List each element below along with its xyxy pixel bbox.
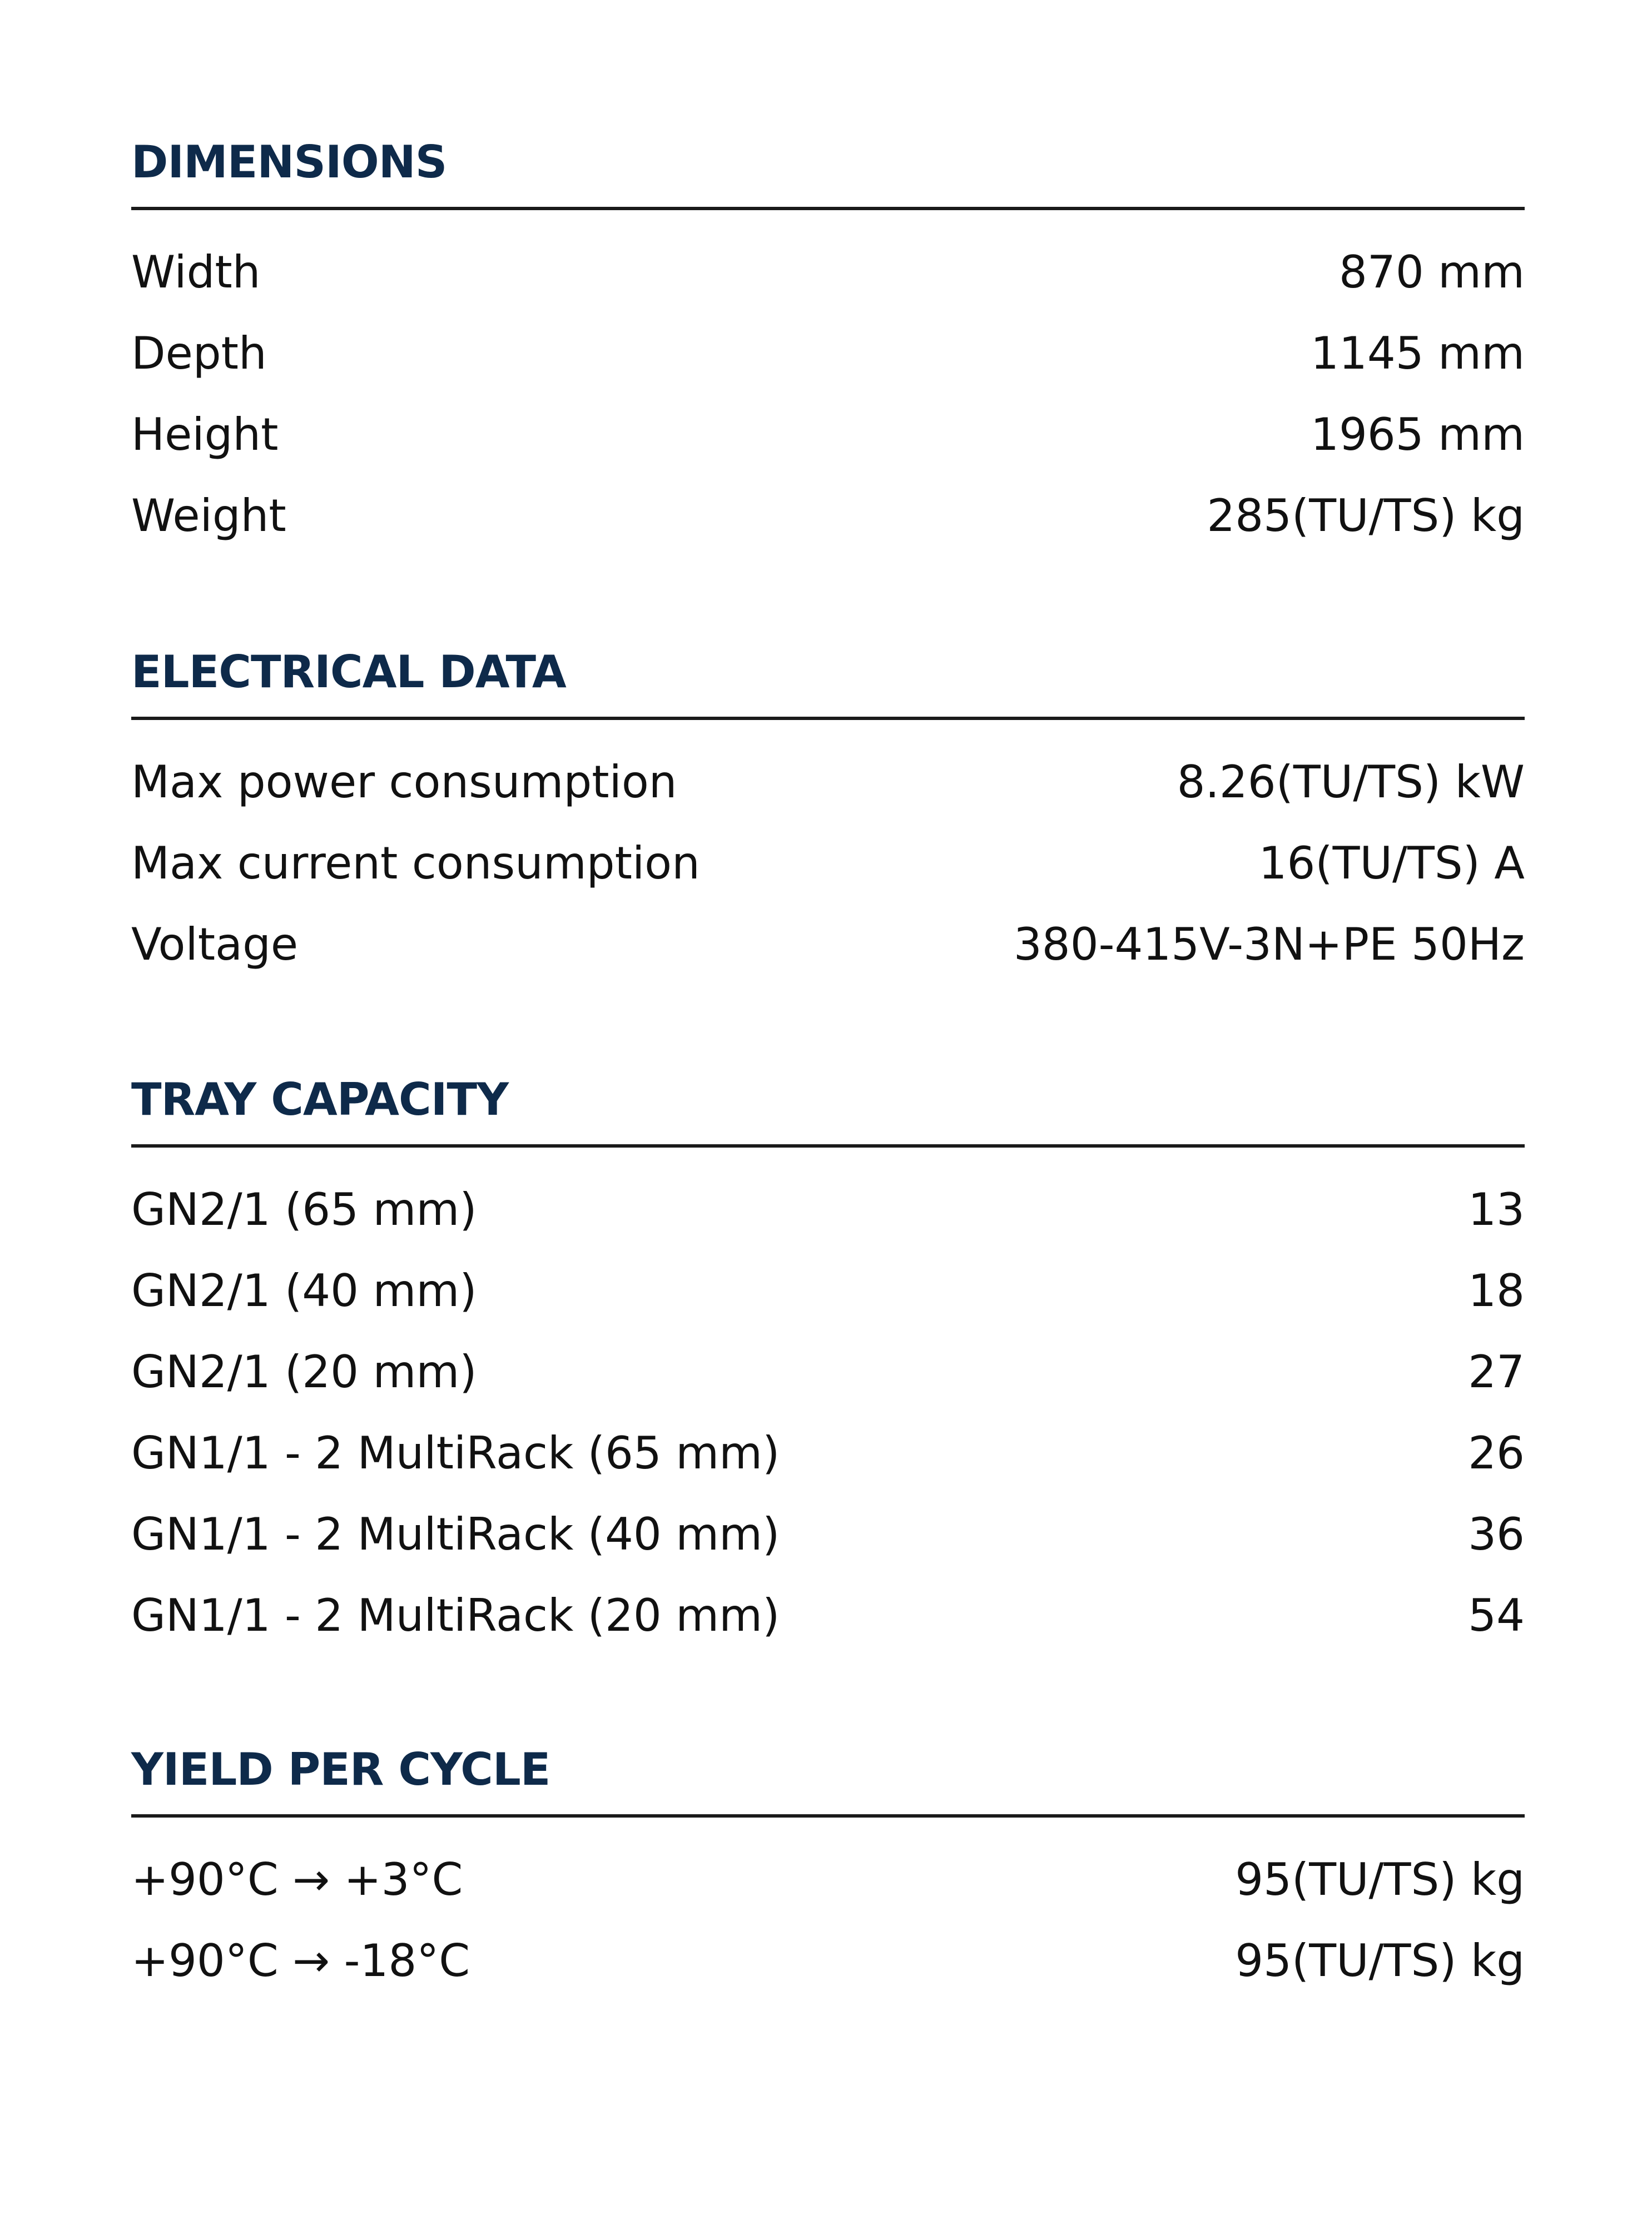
spec-value: 27	[1468, 1346, 1525, 1398]
spec-value: 380-415V-3N+PE 50Hz	[1013, 918, 1525, 970]
tray-title: TRAY CAPACITY	[131, 1074, 509, 1125]
spec-row-tray	[131, 1331, 1525, 1412]
spec-row-tray	[131, 1493, 1525, 1575]
spec-label: GN2/1 (65 mm)	[131, 1183, 477, 1235]
spec-row-voltage	[131, 904, 1525, 985]
yield-rows	[131, 1818, 1525, 2001]
spec-label: GN2/1 (20 mm)	[131, 1346, 477, 1398]
spec-row-tray	[131, 1575, 1525, 1656]
spec-value: 26	[1468, 1427, 1525, 1479]
spec-row-max-power	[131, 741, 1525, 822]
spec-label: GN2/1 (40 mm)	[131, 1264, 477, 1317]
spec-value: 16(TU/TS) A	[1258, 837, 1525, 889]
spec-value: 36	[1468, 1508, 1525, 1560]
spec-label: +90°C → -18°C	[131, 1934, 470, 1987]
electrical-title: ELECTRICAL DATA	[131, 646, 566, 698]
spec-value: 8.26(TU/TS) kW	[1177, 756, 1525, 808]
spec-value: 870 mm	[1339, 246, 1525, 298]
spec-row-tray	[131, 1250, 1525, 1331]
spec-value: 1965 mm	[1311, 408, 1525, 460]
dimensions-rows	[131, 210, 1525, 556]
spec-label: Max current consumption	[131, 837, 700, 889]
spec-row-tray	[131, 1169, 1525, 1250]
spec-value: 1145 mm	[1311, 327, 1525, 379]
spec-value: 285(TU/TS) kg	[1207, 489, 1525, 542]
spec-value: 95(TU/TS) kg	[1235, 1853, 1525, 1905]
spec-label: Depth	[131, 327, 267, 379]
spec-label: +90°C → +3°C	[131, 1853, 463, 1905]
yield-title: YIELD PER CYCLE	[131, 1744, 550, 1795]
spec-label: Height	[131, 408, 279, 460]
spec-row-height	[131, 394, 1525, 475]
spec-label: Max power consumption	[131, 756, 677, 808]
spec-value: 13	[1468, 1183, 1525, 1235]
yield-section	[131, 1725, 1525, 2001]
spec-row-tray	[131, 1412, 1525, 1493]
spec-value: 18	[1468, 1264, 1525, 1317]
spec-label: GN1/1 - 2 MultiRack (40 mm)	[131, 1508, 780, 1560]
spec-value: 95(TU/TS) kg	[1235, 1934, 1525, 1987]
spec-row-max-current	[131, 822, 1525, 904]
spec-row-yield-chill	[131, 1839, 1525, 1920]
spec-row-weight	[131, 475, 1525, 556]
tray-rows	[131, 1148, 1525, 1656]
spec-row-width	[131, 231, 1525, 312]
tray-section	[131, 1055, 1525, 1656]
spec-row-yield-freeze	[131, 1920, 1525, 2001]
spec-label: Width	[131, 246, 261, 298]
dimensions-section	[131, 118, 1525, 556]
spec-label: GN1/1 - 2 MultiRack (65 mm)	[131, 1427, 780, 1479]
spec-label: Weight	[131, 489, 286, 542]
spec-row-depth	[131, 312, 1525, 394]
spec-label: GN1/1 - 2 MultiRack (20 mm)	[131, 1589, 780, 1641]
electrical-rows	[131, 720, 1525, 985]
dimensions-title: DIMENSIONS	[131, 136, 447, 188]
electrical-section	[131, 628, 1525, 985]
spec-label: Voltage	[131, 918, 299, 970]
spec-value: 54	[1468, 1589, 1525, 1641]
